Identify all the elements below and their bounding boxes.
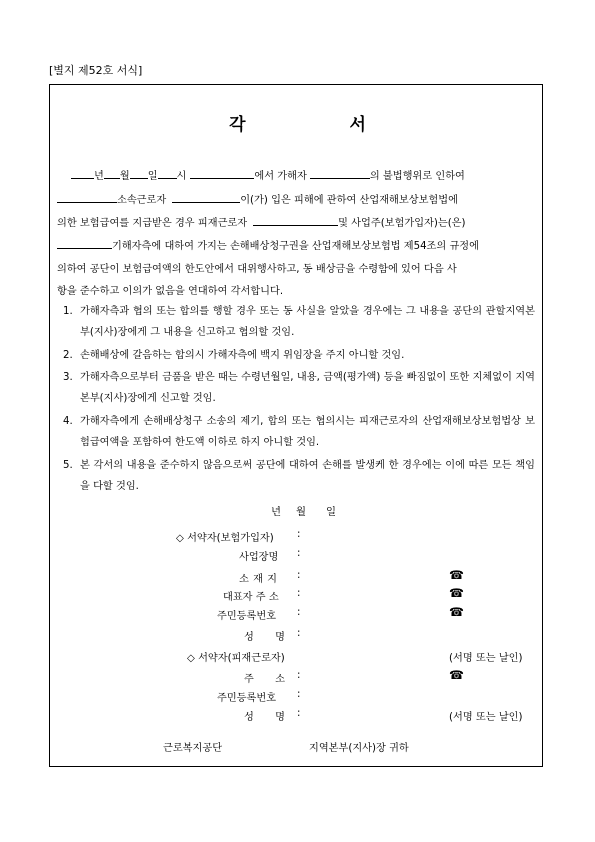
colon: :	[297, 607, 301, 618]
colon: :	[297, 529, 301, 540]
business-name-label: 사업장명	[239, 552, 279, 563]
title-char-1: 각	[229, 115, 246, 135]
colon: :	[297, 628, 301, 639]
injured-worker-blank[interactable]	[253, 214, 338, 226]
employer-signer-header: ◇ 서약자(보험가입자)	[176, 533, 274, 544]
day-blank[interactable]	[130, 167, 148, 179]
place-blank[interactable]	[190, 167, 254, 179]
intro-line-1: 년 월 일 시 에서 가해자 의 불법행위로 인하여	[57, 167, 465, 182]
date-day: 일	[326, 506, 337, 518]
colon: :	[297, 689, 301, 700]
offender-blank[interactable]	[310, 167, 370, 179]
hour-blank[interactable]	[158, 167, 177, 179]
colon: :	[297, 670, 301, 681]
name-label: 성 명	[244, 632, 285, 643]
list-item: 2. 손해배상에 갈음하는 합의시 가해자측에 백지 위임장을 주지 아니할 것임.	[63, 350, 405, 361]
intro-line-5: 의하여 공단이 보험급여액의 한도안에서 대위행사하고, 동 배상금을 수령함에 있어 다음 사	[57, 264, 457, 275]
list-item: 1. 가해자측과 협의 또는 합의를 행할 경우 또는 동 사실을 알았을 경우에는 그 내용을 공단의 관할지역본부(지사)장에게 그 내용을 신고하고 협의할 것임.	[63, 306, 535, 338]
list-item: 4. 가해자측에게 손해배상청구 소송의 제기, 합의 또는 협의시는 피재근로자의 산업재해보상보험법상 보험급여액을 포함하여 한도액 이하로 하지 아니할 것임.	[63, 416, 535, 448]
intro-line-2: 소속근로자 이(가) 입은 피해에 관하여 산업재해보상보험법에	[57, 191, 458, 206]
title-char-2: 서	[349, 115, 366, 135]
intro-line-4: 기해자측에 대하여 가지는 손해배상청구권을 산업재해보상보험법 제54조의 규정에	[57, 237, 479, 252]
footer-org: 근로복지공단	[163, 743, 223, 754]
year-blank[interactable]	[71, 167, 94, 179]
worker-blank[interactable]	[172, 191, 240, 203]
colon: :	[297, 570, 301, 581]
location-label: 소 재 지	[239, 574, 277, 585]
signature-note: (서명 또는 날인)	[449, 712, 523, 723]
telephone-icon: ☎	[449, 668, 464, 682]
month-blank[interactable]	[104, 167, 120, 179]
worker-signer-header: ◇ 서약자(피재근로자)	[187, 653, 285, 664]
telephone-icon: ☎	[449, 568, 464, 582]
date-year: 년	[271, 506, 282, 518]
list-item: 5. 본 각서의 내용을 준수하지 않음으로써 공단에 대하여 손해를 발생케 한 경우에는 이에 따른 모든 책임을 다할 것임.	[63, 460, 535, 492]
signature-note: (서명 또는 날인)	[449, 653, 523, 664]
rrn-label: 주민등록번호	[217, 611, 277, 622]
form-reference: [별지 제52호 서식]	[49, 64, 143, 77]
document-title	[0, 110, 595, 135]
party-blank[interactable]	[57, 237, 112, 249]
intro-line-3: 의한 보험급여를 지급받은 경우 피재근로자 및 사업주(보험가입자)는(은)	[57, 214, 465, 229]
employer-blank[interactable]	[57, 191, 117, 203]
date-month: 월	[296, 506, 307, 518]
colon: :	[297, 588, 301, 599]
colon: :	[297, 708, 301, 719]
list-item: 3. 가해자측으로부터 금품을 받은 때는 수령년월일, 내용, 금액(평가액) 등을 빠짐없이 또한 지체없이 지역본부(지사)장에게 신고할 것임.	[63, 372, 535, 404]
worker-rrn-label: 주민등록번호	[217, 693, 277, 704]
intro-line-6: 항을 준수하고 이의가 없음을 연대하여 각서합니다.	[57, 286, 284, 297]
telephone-icon: ☎	[449, 605, 464, 619]
footer-branch: 지역본부(지사)장 귀하	[309, 743, 409, 754]
telephone-icon: ☎	[449, 586, 464, 600]
colon: :	[297, 548, 301, 559]
rep-address-label: 대표자 주 소	[223, 592, 279, 603]
worker-address-label: 주 소	[244, 674, 285, 685]
worker-name-label: 성 명	[244, 712, 285, 723]
